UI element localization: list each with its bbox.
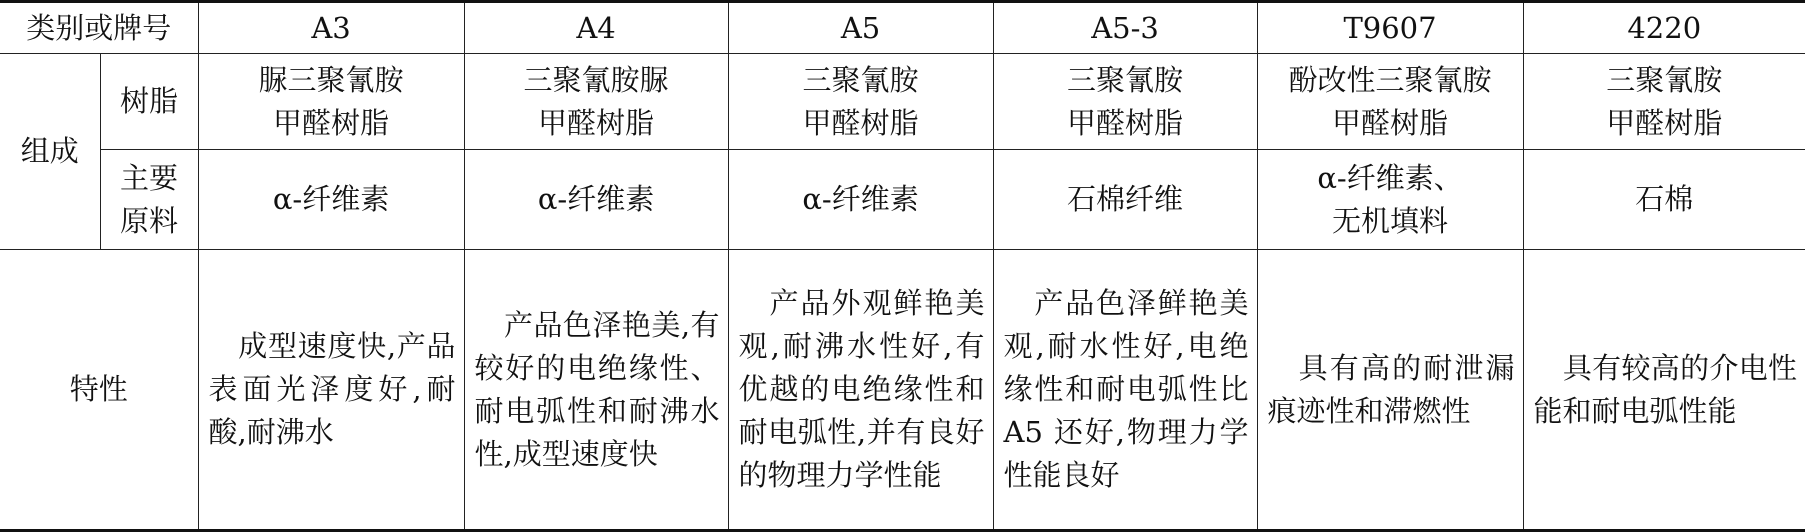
material-cell-t9607: [1257, 150, 1523, 250]
properties-text: 产品色泽艳美,有较好的电绝缘性、耐电弧性和耐沸水性,成型速度快: [474, 307, 720, 471]
properties-text: 产品色泽鲜艳美观,耐水性好,电绝缘性和耐电弧性比 A5 还好,物理力学性能良好: [1003, 286, 1249, 492]
resin-line: 甲醛树脂: [802, 105, 919, 140]
material-line: 无机填料: [1332, 203, 1449, 238]
material-cell-a5: [728, 150, 993, 250]
resin-line: 三聚氰胺: [1067, 62, 1184, 97]
properties-cell-t9607: [1257, 250, 1523, 531]
material-cell-a3: [198, 150, 464, 250]
resin-line: 甲醛树脂: [1332, 105, 1449, 140]
properties-text: 具有高的耐泄漏痕迹性和滞燃性: [1267, 350, 1515, 428]
resin-cell-a4: [464, 54, 728, 150]
material-row: [0, 150, 1805, 250]
properties-cell-a5-3: [993, 250, 1257, 531]
resin-line: 三聚氰胺: [1606, 62, 1723, 97]
resin-cell-t9607: [1257, 54, 1523, 150]
material-line: 石棉纤维: [1067, 182, 1184, 216]
properties-cell-4220: [1523, 250, 1805, 531]
properties-text: 产品外观鲜艳美观,耐沸水性好,有优越的电绝缘性和耐电弧性,并有良好的物理力学性能: [738, 286, 985, 492]
resin-line: 脲三聚氰胺: [258, 62, 404, 97]
corner-header: 类别或牌号: [0, 2, 198, 54]
material-label: [100, 150, 198, 250]
resin-cell-a3: [198, 54, 464, 150]
grade-header-t9607: T9607: [1257, 2, 1523, 54]
properties-cell-a4: [464, 250, 728, 531]
material-line: α-纤维素: [272, 182, 390, 216]
resin-cell-a5: [728, 54, 993, 150]
grade-header-a3: A3: [198, 2, 464, 54]
resin-line: 酚改性三聚氰胺: [1288, 62, 1492, 97]
material-line: α-纤维素、: [1317, 160, 1463, 195]
header-row: [0, 2, 1805, 54]
properties-row: [0, 250, 1805, 531]
properties-text: 具有较高的介电性能和耐电弧性能: [1533, 350, 1798, 428]
resin-line: 甲醛树脂: [1606, 105, 1723, 140]
properties-cell-a5: [728, 250, 993, 531]
resin-line: 三聚氰胺脲: [523, 62, 669, 97]
material-cell-4220: [1523, 150, 1805, 250]
properties-text: 成型速度快,产品表面光泽度好,耐酸,耐沸水: [208, 329, 456, 449]
resin-cell-4220: [1523, 54, 1805, 150]
material-line: 石棉: [1635, 182, 1694, 216]
composition-label: 组成: [0, 54, 100, 250]
resin-row: [0, 54, 1805, 150]
material-cell-a4: [464, 150, 728, 250]
resin-cell-a5-3: [993, 54, 1257, 150]
grade-header-a5: A5: [728, 2, 993, 54]
resin-line: 三聚氰胺: [802, 62, 919, 97]
material-label-line: 主要: [120, 160, 179, 195]
material-label-line: 原料: [120, 203, 179, 238]
material-cell-a5-3: [993, 150, 1257, 250]
grade-header-a4: A4: [464, 2, 728, 54]
resin-label: 树脂: [100, 54, 198, 150]
properties-label: 特性: [0, 250, 198, 531]
material-line: α-纤维素: [537, 182, 655, 216]
properties-cell-a3: [198, 250, 464, 531]
resin-line: 甲醛树脂: [538, 105, 655, 140]
resin-line: 甲醛树脂: [273, 105, 390, 140]
grade-header-a5-3: A5-3: [993, 2, 1257, 54]
material-line: α-纤维素: [802, 182, 919, 216]
resin-line: 甲醛树脂: [1067, 105, 1184, 140]
grade-header-4220: 4220: [1523, 2, 1805, 54]
